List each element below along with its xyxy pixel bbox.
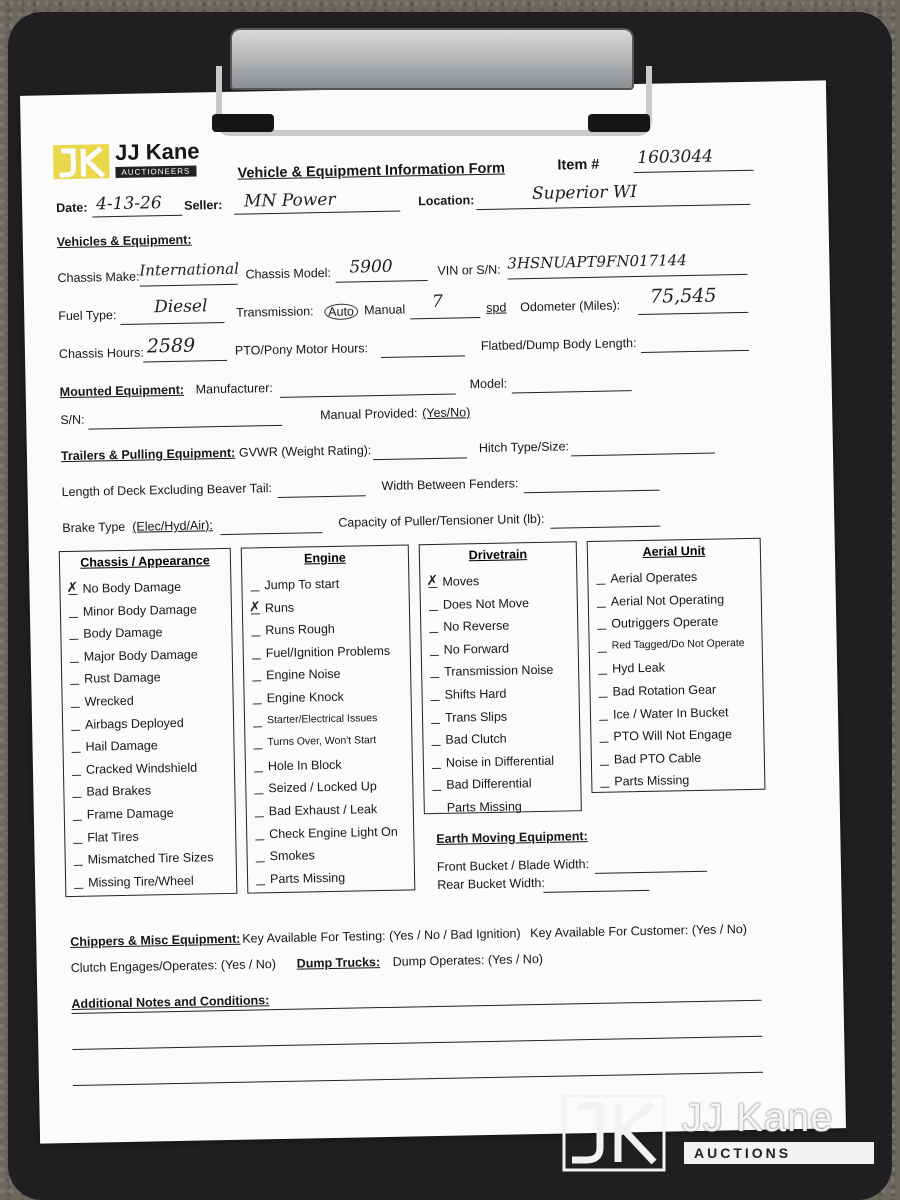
watermark-subtitle: AUCTIONS	[684, 1142, 874, 1164]
checklist-item: Runs Rough	[265, 622, 335, 638]
transmission-label: Transmission:	[236, 304, 314, 320]
chassis-model-label: Chassis Model:	[245, 265, 332, 282]
chassis-make-line	[140, 284, 238, 287]
chassis-appearance-box	[59, 548, 238, 897]
gvwr-label: GVWR (Weight Rating):	[238, 443, 372, 460]
manufacturer-label: Manufacturer:	[195, 381, 273, 397]
engine-title: Engine	[303, 550, 346, 566]
chassis-appearance-title: Chassis / Appearance	[80, 553, 210, 570]
checklist-item: Hail Damage	[85, 738, 158, 754]
jk-watermark-icon	[562, 1094, 666, 1172]
aerial-unit-box	[587, 538, 766, 793]
manual-provided-options: (Yes/No)	[422, 405, 471, 421]
checkbox-blank[interactable]	[72, 797, 81, 798]
checklist-item: Does Not Move	[442, 595, 530, 612]
checklist-item: No Body Damage	[82, 579, 182, 596]
flatbed-label: Flatbed/Dump Body Length:	[480, 336, 637, 354]
engine-box	[241, 544, 416, 893]
manufacturer-line	[280, 394, 456, 398]
logo-name: JJ Kane	[114, 138, 200, 166]
date-label: Date:	[56, 200, 88, 216]
checklist-item: Shifts Hard	[444, 686, 507, 702]
checkbox-blank[interactable]	[256, 884, 265, 885]
auto-option: Auto	[324, 303, 358, 320]
checkbox-blank[interactable]	[596, 584, 605, 585]
drivetrain-box	[419, 541, 582, 814]
checklist-item: Fuel/Ignition Problems	[265, 643, 391, 661]
checkbox-blank[interactable]	[429, 632, 438, 633]
trailers-heading: Trailers & Pulling Equipment:	[60, 445, 236, 464]
model-line	[512, 390, 632, 393]
checklist-item: Rust Damage	[84, 670, 161, 687]
watermark-name: JJ Kane	[682, 1096, 834, 1140]
checkbox-blank[interactable]	[70, 684, 79, 685]
checkbox-blank[interactable]	[432, 745, 441, 746]
item-value: 1603044	[637, 146, 714, 168]
brake-line	[220, 532, 322, 535]
checkbox-blank[interactable]	[71, 729, 80, 730]
checkbox-blank[interactable]	[598, 674, 607, 675]
checkbox-blank[interactable]	[74, 888, 83, 889]
seller-label: Seller:	[184, 197, 223, 213]
checkbox-blank[interactable]	[253, 726, 262, 727]
checklist-item: Hyd Leak	[611, 660, 666, 676]
rear-bucket-label: Rear Bucket Width:	[437, 875, 546, 892]
checklist-item: Aerial Operates	[610, 569, 698, 586]
checkbox-blank[interactable]	[600, 787, 609, 788]
vin-value: 3HSNUAPT9FN017144	[507, 251, 687, 273]
checkbox-blank[interactable]	[72, 775, 81, 776]
capacity-line	[550, 526, 660, 529]
pto-hours-label: PTO/Pony Motor Hours:	[234, 341, 369, 358]
aerial-unit-title: Aerial Unit	[642, 543, 706, 559]
spd-value: 7	[431, 291, 444, 312]
checkbox-blank[interactable]	[251, 590, 260, 591]
vin-label: VIN or S/N:	[437, 262, 501, 278]
checklist-item: Parts Missing	[446, 799, 522, 815]
front-bucket-line	[595, 871, 707, 874]
checkbox-blank[interactable]	[253, 703, 262, 704]
checklist-item: Engine Noise	[266, 667, 341, 683]
checkbox-blank[interactable]	[600, 742, 609, 743]
chassis-make-label: Chassis Make:	[57, 269, 140, 286]
checkmark-icon: ✗	[426, 572, 439, 590]
checkbox-blank[interactable]	[254, 771, 263, 772]
checkbox-blank[interactable]	[597, 629, 606, 630]
checklist-item: PTO Will Not Engage	[613, 727, 733, 744]
checklist-item: Noise in Differential	[445, 753, 555, 770]
notes-heading: Additional Notes and Conditions:	[71, 993, 270, 1012]
model-label: Model:	[469, 376, 508, 392]
checklist-item: Hole In Block	[267, 757, 342, 773]
checkbox-blank[interactable]	[600, 764, 609, 765]
brake-type-options: (Elec/Hyd/Air):	[132, 518, 214, 534]
checkbox-blank[interactable]	[256, 861, 265, 862]
chassis-model-line	[336, 280, 428, 283]
checklist-item: Bad Brakes	[86, 783, 152, 800]
checkbox-blank[interactable]	[429, 609, 438, 610]
spd-label: spd	[486, 300, 507, 315]
checklist-item: Jump To start	[264, 576, 340, 593]
checkbox-blank[interactable]	[430, 655, 439, 656]
checkbox-blank[interactable]	[74, 865, 83, 866]
item-line	[634, 170, 754, 173]
deck-length-label: Length of Deck Excluding Beaver Tail:	[61, 481, 273, 500]
date-value: 4-13-26	[95, 193, 162, 215]
key-testing-text: Key Available For Testing: (Yes / No / Bad Ignition)	[242, 926, 521, 946]
key-customer-text: Key Available For Customer: (Yes / No)	[530, 922, 748, 941]
checklist-item: Missing Tire/Wheel	[87, 873, 194, 890]
checkbox-blank[interactable]	[432, 790, 441, 791]
clipboard-clip	[210, 28, 650, 136]
chassis-hours-label: Chassis Hours:	[58, 345, 144, 362]
gvwr-line	[373, 457, 467, 460]
checklist-item: Turns Over, Won't Start	[267, 734, 377, 749]
pto-hours-line	[381, 355, 465, 358]
checkbox-blank[interactable]	[254, 748, 263, 749]
checkbox-blank[interactable]	[597, 606, 606, 607]
clutch-text: Clutch Engages/Operates: (Yes / No)	[70, 957, 277, 976]
chassis-hours-line	[143, 360, 227, 363]
checklist-item: Body Damage	[83, 625, 163, 641]
checkbox-blank[interactable]	[71, 707, 80, 708]
fenders-label: Width Between Fenders:	[381, 476, 519, 493]
checklist-item: Bad Differential	[446, 776, 532, 793]
checklist-item: Bad Clutch	[445, 731, 507, 747]
checklist-item: Bad Rotation Gear	[612, 682, 717, 699]
notes-line-3	[73, 1072, 763, 1086]
chassis-model-value: 5900	[349, 256, 393, 278]
date-line	[92, 215, 182, 218]
checkbox-blank[interactable]	[69, 639, 78, 640]
chassis-hours-value: 2589	[146, 334, 196, 358]
checkbox-blank[interactable]	[431, 700, 440, 701]
checklist-item: Starter/Electrical Issues	[266, 711, 378, 726]
checklist-item: Runs	[264, 600, 295, 615]
checkbox-blank[interactable]	[73, 820, 82, 821]
rear-bucket-line	[543, 890, 649, 893]
checkbox-blank[interactable]	[430, 677, 439, 678]
checklist-item: Outriggers Operate	[611, 614, 719, 631]
checkbox-blank[interactable]	[432, 768, 441, 769]
checklist-item: Cracked Windshield	[85, 760, 198, 777]
checklist-item: No Reverse	[443, 618, 510, 634]
dump-trucks-heading: Dump Trucks:	[296, 955, 381, 971]
checklist-item: Red Tagged/Do Not Operate	[611, 636, 745, 652]
checkbox-blank[interactable]	[254, 794, 263, 795]
checklist-item: Wrecked	[84, 693, 134, 709]
notes-line-2	[72, 1036, 762, 1050]
checkbox-blank[interactable]	[73, 842, 82, 843]
earth-moving-heading: Earth Moving Equipment:	[436, 829, 588, 846]
form-title: Vehicle & Equipment Information Form	[237, 160, 506, 182]
checklist-item: Aerial Not Operating	[610, 592, 725, 609]
chassis-make-value: International	[139, 259, 240, 280]
checklist-item: No Forward	[443, 641, 510, 657]
checkmark-icon: ✗	[248, 598, 261, 616]
item-label: Item #	[557, 156, 600, 174]
location-value: Superior WI	[531, 182, 638, 205]
checklist-item: Frame Damage	[86, 806, 174, 822]
flatbed-line	[641, 350, 749, 353]
checklist-item: Check Engine Light On	[269, 824, 398, 841]
jj-kane-logo	[51, 138, 222, 187]
jj-kane-auctions-watermark	[562, 1094, 872, 1174]
checklist-item: Bad Exhaust / Leak	[268, 802, 378, 819]
location-line	[476, 204, 750, 210]
checklist-item: Airbags Deployed	[84, 715, 184, 732]
checklist-item: Mismatched Tire Sizes	[87, 850, 214, 867]
odometer-value: 75,545	[649, 284, 717, 308]
drivetrain-title: Drivetrain	[468, 547, 528, 563]
checklist-item: Moves	[442, 574, 480, 589]
checkbox-blank[interactable]	[252, 681, 261, 682]
checkbox-blank[interactable]	[431, 722, 440, 723]
checkbox-blank[interactable]	[255, 839, 264, 840]
manual-provided-label: Manual Provided:	[320, 406, 418, 423]
vin-line	[508, 274, 748, 280]
checkbox-blank[interactable]	[69, 616, 78, 617]
manual-option: Manual	[364, 302, 406, 318]
vehicles-heading: Vehicles & Equipment:	[56, 232, 192, 250]
mounted-heading: Mounted Equipment:	[59, 382, 185, 400]
checkmark-icon: ✗	[66, 579, 79, 597]
checklist-item: Flat Tires	[87, 829, 139, 845]
checklist-item: Transmission Noise	[444, 663, 554, 680]
engine-list	[242, 545, 408, 886]
checklist-item: Trans Slips	[444, 709, 508, 725]
checkbox-blank[interactable]	[598, 651, 607, 652]
chippers-heading: Chippers & Misc Equipment:	[70, 931, 241, 950]
hitch-line	[571, 453, 715, 457]
checkbox-blank[interactable]	[433, 813, 442, 814]
seller-value: MN Power	[243, 189, 336, 212]
checkbox-blank[interactable]	[70, 662, 79, 663]
sn-label: S/N:	[60, 412, 85, 428]
dump-operates-text: Dump Operates: (Yes / No)	[392, 951, 544, 969]
brake-type-label: Brake Type	[62, 519, 126, 536]
checklist-item: Ice / Water In Bucket	[612, 704, 729, 722]
jk-logo-icon	[51, 140, 112, 183]
front-bucket-label: Front Bucket / Blade Width:	[436, 857, 590, 874]
fuel-type-value: Diesel	[153, 296, 208, 318]
odometer-label: Odometer (Miles):	[520, 298, 621, 315]
sn-line	[88, 425, 282, 430]
checklist-item: Engine Knock	[266, 689, 344, 706]
checklist-item: Parts Missing	[269, 870, 346, 886]
checkbox-blank[interactable]	[251, 636, 260, 637]
checkbox-blank[interactable]	[72, 752, 81, 753]
spd-line	[410, 317, 480, 319]
fuel-line	[120, 322, 224, 325]
checkbox-blank[interactable]	[255, 816, 264, 817]
checklist-item: Major Body Damage	[83, 647, 198, 664]
capacity-label: Capacity of Puller/Tensioner Unit (lb):	[338, 511, 545, 530]
location-label: Location:	[417, 193, 475, 209]
hitch-label: Hitch Type/Size:	[478, 439, 570, 456]
checklist-item: Minor Body Damage	[82, 602, 197, 619]
logo-subtitle: AUCTIONEERS	[115, 165, 196, 178]
checklist-item: Bad PTO Cable	[613, 750, 702, 767]
checklist-item: Parts Missing	[614, 773, 690, 789]
fuel-type-label: Fuel Type:	[58, 308, 117, 324]
checklist-item: Seized / Locked Up	[268, 779, 377, 796]
deck-length-line	[278, 495, 366, 498]
odometer-line	[638, 312, 748, 315]
checkbox-blank[interactable]	[599, 697, 608, 698]
checkbox-blank[interactable]	[252, 658, 261, 659]
fenders-line	[524, 490, 660, 494]
checklist-item: Smokes	[269, 848, 315, 864]
information-form-sheet	[20, 80, 846, 1143]
checkbox-blank[interactable]	[599, 719, 608, 720]
